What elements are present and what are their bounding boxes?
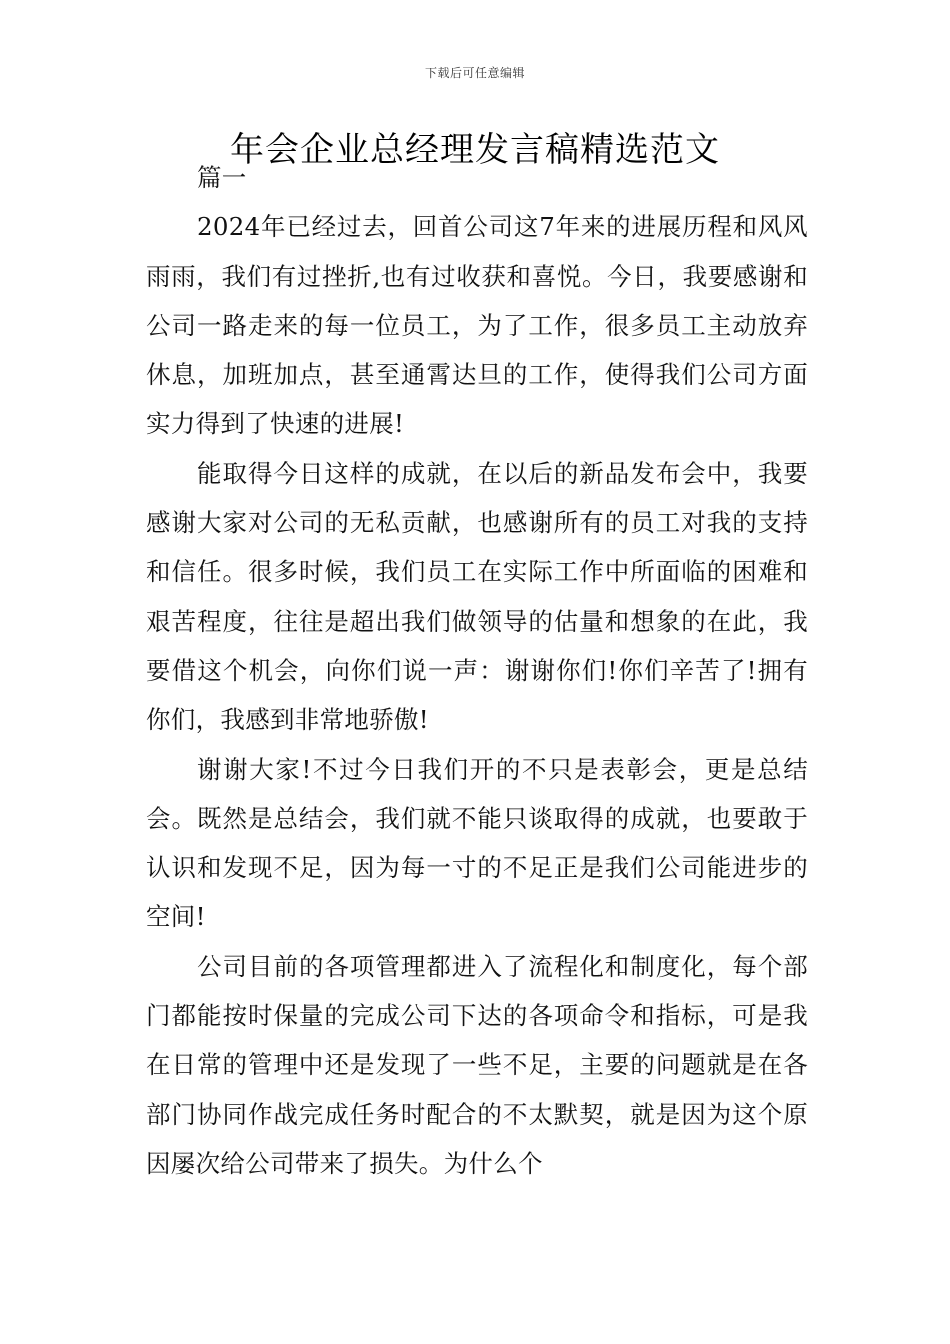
paragraph: 2024年已经过去，回首公司这7年来的进展历程和风风雨雨，我们有过挫折,也有过收获和喜悦。今日，我要感谢和公司一路走来的每一位员工，为了工作，很多员工主动放弃休息，加班加点，甚至通霄达旦的工作，使得我们公司方面实力得到了快速的进展! [146, 212, 808, 439]
document-body [146, 153, 808, 1188]
paragraph: 公司目前的各项管理都进入了流程化和制度化，每个部门都能按时保量的完成公司下达的各项命令和指标，可是我在日常的管理中还是发现了一些不足，主要的问题就是在各部门协同作战完成任务时配合的不太默契，就是因为这个原因屡次给公司带来了损失。为什么个 [146, 951, 808, 1178]
header-note: 下载后可任意编辑 [424, 66, 525, 80]
section-label: 篇一 [197, 163, 247, 192]
paragraph: 能取得今日这样的成就，在以后的新品发布会中，我要感谢大家对公司的无私贡献，也感谢所有的员工对我的支持和信任。很多时候，我们员工在实际工作中所面临的困难和艰苦程度，往往是超出我们做领导的估量和想象的在此，我要借这个机会，向你们说一声：谢谢你们!你们辛苦了!拥有你们，我感到非常地骄傲! [146, 458, 808, 735]
document-title: 年会企业总经理发言稿精选范文 [230, 130, 720, 170]
paragraph: 谢谢大家!不过今日我们开的不只是表彰会，更是总结会。既然是总结会，我们就不能只谈取得的成就，也要敢于认识和发现不足，因为每一寸的不足正是我们公司能进步的空间! [146, 754, 808, 932]
